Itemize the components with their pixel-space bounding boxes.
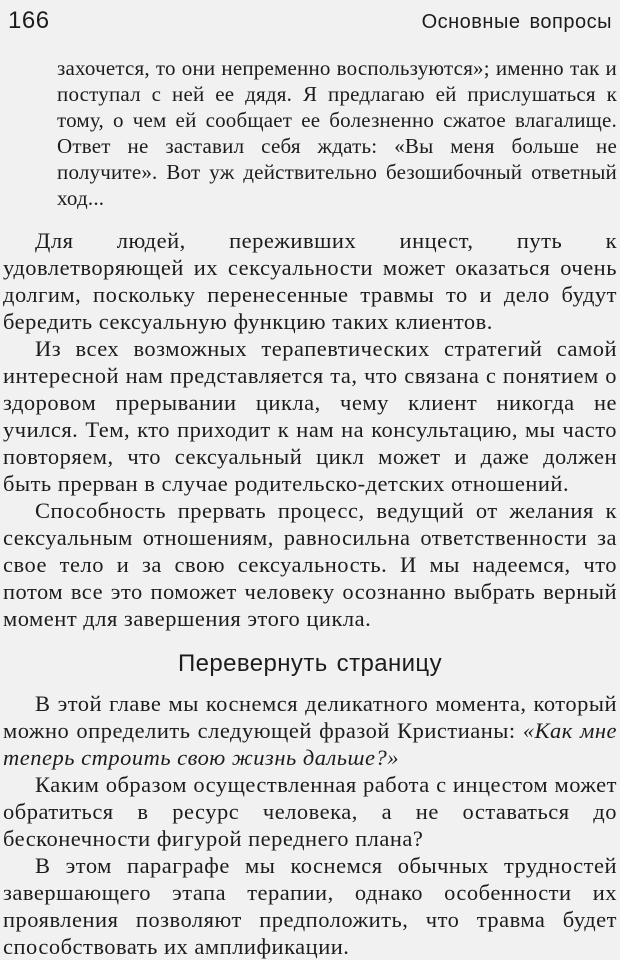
page-number: 166 bbox=[8, 7, 50, 34]
quote-paragraph: захочется, то они непременно воспользуются»; именно так и поступал с ней ее дядя. Я предлагаю ей прислушаться к тому, о чем ей сообщает ее болезненно сжатое влагалище. Ответ не заставил себя ждать: «Вы меня больше не получите». Вот уж действительно безошибочный ответный ход... bbox=[57, 56, 617, 210]
section-heading: Перевернуть страницу bbox=[178, 650, 442, 677]
case-vignette-quote bbox=[57, 55, 617, 211]
body-text bbox=[0, 227, 620, 960]
body-paragraph: Из всех возможных терапевтических стратегий самой интересной нам представляется та, что связана с понятием о здоровом прерывании цикла, чему клиент никогда не учился. Тем, кто приходит к нам на консультацию, мы часто повторяем, что сексуальный цикл может и даже должен быть прерван в случае родительско-детских отношений. bbox=[3, 336, 617, 496]
body-paragraph: Для людей, переживших инцест, путь к удовлетворяющей их сексуальности может оказаться очень долгим, поскольку перенесенные травмы то и дело будут бередить сексуальную функцию таких клиентов. bbox=[3, 228, 617, 334]
lead-paragraph-normal-text: В этой главе мы коснемся деликатного момента, который можно определить следующей фразой Кристианы: bbox=[3, 691, 617, 743]
section-lead-paragraph bbox=[3, 690, 617, 771]
running-title: Основные вопросы bbox=[421, 11, 612, 33]
body-paragraph: В этом параграфе мы коснемся обычных трудностей завершающего этапа терапии, однако особенности их проявления позволяют предположить, что травма будет способствовать их амплификации. bbox=[3, 853, 617, 959]
lead-paragraph-italic-quote: «Как мне теперь строить свою жизнь дальше?» bbox=[3, 718, 617, 770]
body-paragraph: Способность прервать процесс, ведущий от желания к сексуальным отношениям, равносильна ответственности за свое тело и за свою сексуальность. И мы надеемся, что потом все это поможет человеку осознанно выбрать верный момент для завершения этого цикла. bbox=[3, 498, 617, 631]
body-paragraph: Каким образом осуществленная работа с инцестом может обратиться в ресурс человека, а не оставаться до бесконечности фигурой переднего плана? bbox=[3, 772, 617, 851]
running-header bbox=[0, 0, 620, 35]
